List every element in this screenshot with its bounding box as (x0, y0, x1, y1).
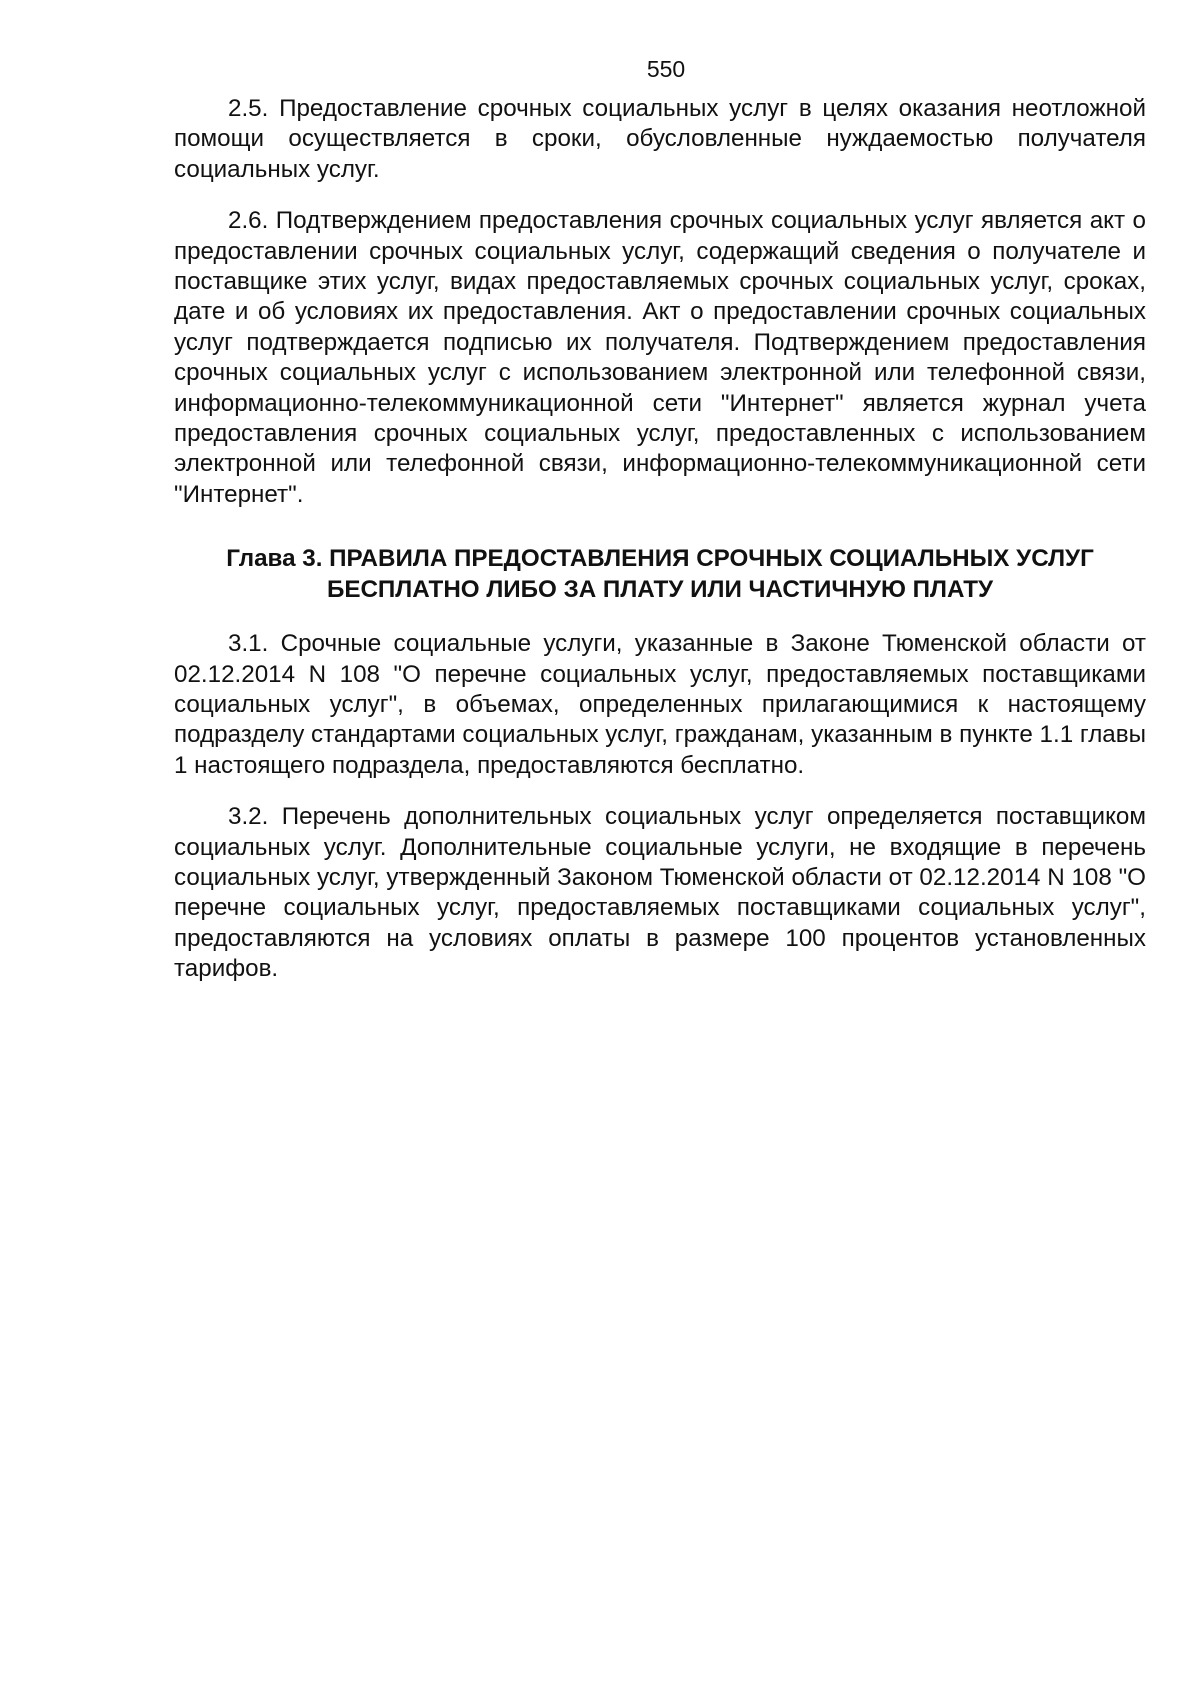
document-page (174, 54, 1146, 1006)
paragraph-2-5: 2.5. Предоставление срочных социальных услуг в целях оказания неотложной помощи осуществляется в сроки, обусловленные нуждаемостью получателя социальных услуг. (174, 95, 1146, 183)
paragraph-3-2: 3.2. Перечень дополнительных социальных услуг определяется поставщиком социальных услуг. Дополнительные социальные услуги, не входящие в перечень социальных услуг, утвержденный Законом Тюменской области от 02.12.2014 N 108 "О перечне социальных услуг, предоставляемых поставщиками социальных услуг", предоставляются на условиях оплаты в размере 100 процентов установленных тарифов. (174, 803, 1146, 983)
chapter-3-heading-line-1: Глава 3. ПРАВИЛА ПРЕДОСТАВЛЕНИЯ СРОЧНЫХ СОЦИАЛЬНЫХ УСЛУГ (226, 545, 1094, 573)
paragraph-2-6: 2.6. Подтверждением предоставления срочных социальных услуг является акт о предоставлении срочных социальных услуг, содержащий сведения о получателе и поставщике этих услуг, видах предоставляемых срочных социальных услуг, сроках, дате и об условиях их предоставления. Акт о предоставлении срочных социальных услуг подтверждается подписью их получателя. Подтверждением предоставления срочных социальных услуг с использованием электронной или телефонной связи, информационно-телекоммуникационной сети "Интернет" является журнал учета предоставления срочных социальных услуг, предоставленных с использованием электронной или телефонной связи, информационно-телекоммуникационной сети "Интернет". (174, 207, 1146, 508)
chapter-3-heading-line-2: БЕСПЛАТНО ЛИБО ЗА ПЛАТУ ИЛИ ЧАСТИЧНУЮ ПЛАТУ (326, 575, 994, 603)
paragraph-3-1: 3.1. Срочные социальные услуги, указанные в Законе Тюменской области от 02.12.2014 N 108 "О перечне социальных услуг, предоставляемых поставщиками социальных услуг", в объемах, определенных прилагающимися к настоящему подразделу стандартами социальных услуг, гражданам, указанным в пункте 1.1 главы 1 настоящего подраздела, предоставляются бесплатно. (174, 630, 1146, 779)
chapter-3-heading (174, 544, 1146, 605)
page-number: 550 (646, 56, 686, 82)
